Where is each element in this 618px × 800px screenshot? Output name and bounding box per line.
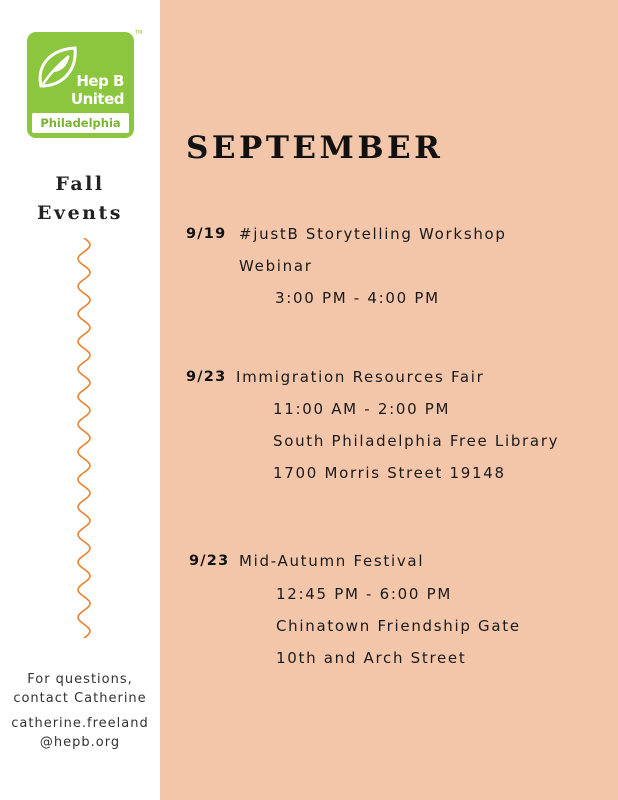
- event-date: 9/23: [189, 553, 230, 569]
- logo-text-line2: United: [70, 90, 124, 108]
- event-location: Chinatown Friendship Gate: [276, 617, 521, 635]
- month-heading: SEPTEMBER: [186, 130, 444, 166]
- events-title: Events: [37, 202, 123, 224]
- contact-line1: For questions,: [27, 672, 133, 687]
- hep-b-united-logo: [27, 32, 134, 138]
- logo-text-line1: Hep B: [76, 72, 124, 90]
- sidebar: [0, 0, 160, 800]
- event-location: South Philadelphia Free Library: [273, 432, 560, 450]
- event-title-continued: Webinar: [239, 257, 313, 275]
- contact-email-line2: @hepb.org: [39, 735, 121, 750]
- event-title: Immigration Resources Fair: [236, 368, 485, 386]
- event-address: 10th and Arch Street: [276, 649, 467, 667]
- contact-email-line1: catherine.freeland: [11, 716, 149, 731]
- contact-line2: contact Catherine: [13, 691, 147, 706]
- event-title: Mid-Autumn Festival: [239, 552, 425, 570]
- event-title: #justB Storytelling Workshop: [239, 225, 507, 243]
- event-time: 3:00 PM - 4:00 PM: [275, 289, 440, 307]
- event-date: 9/23: [186, 369, 227, 385]
- event-date: 9/19: [186, 226, 227, 242]
- decorative-wave-line: [64, 238, 104, 638]
- logo-city-label: Philadelphia: [32, 113, 129, 133]
- event-address: 1700 Morris Street 19148: [273, 464, 506, 482]
- event-time: 12:45 PM - 6:00 PM: [276, 585, 452, 603]
- fall-title: Fall: [55, 173, 105, 195]
- event-time: 11:00 AM - 2:00 PM: [273, 400, 451, 418]
- trademark-mark: TM: [135, 30, 143, 36]
